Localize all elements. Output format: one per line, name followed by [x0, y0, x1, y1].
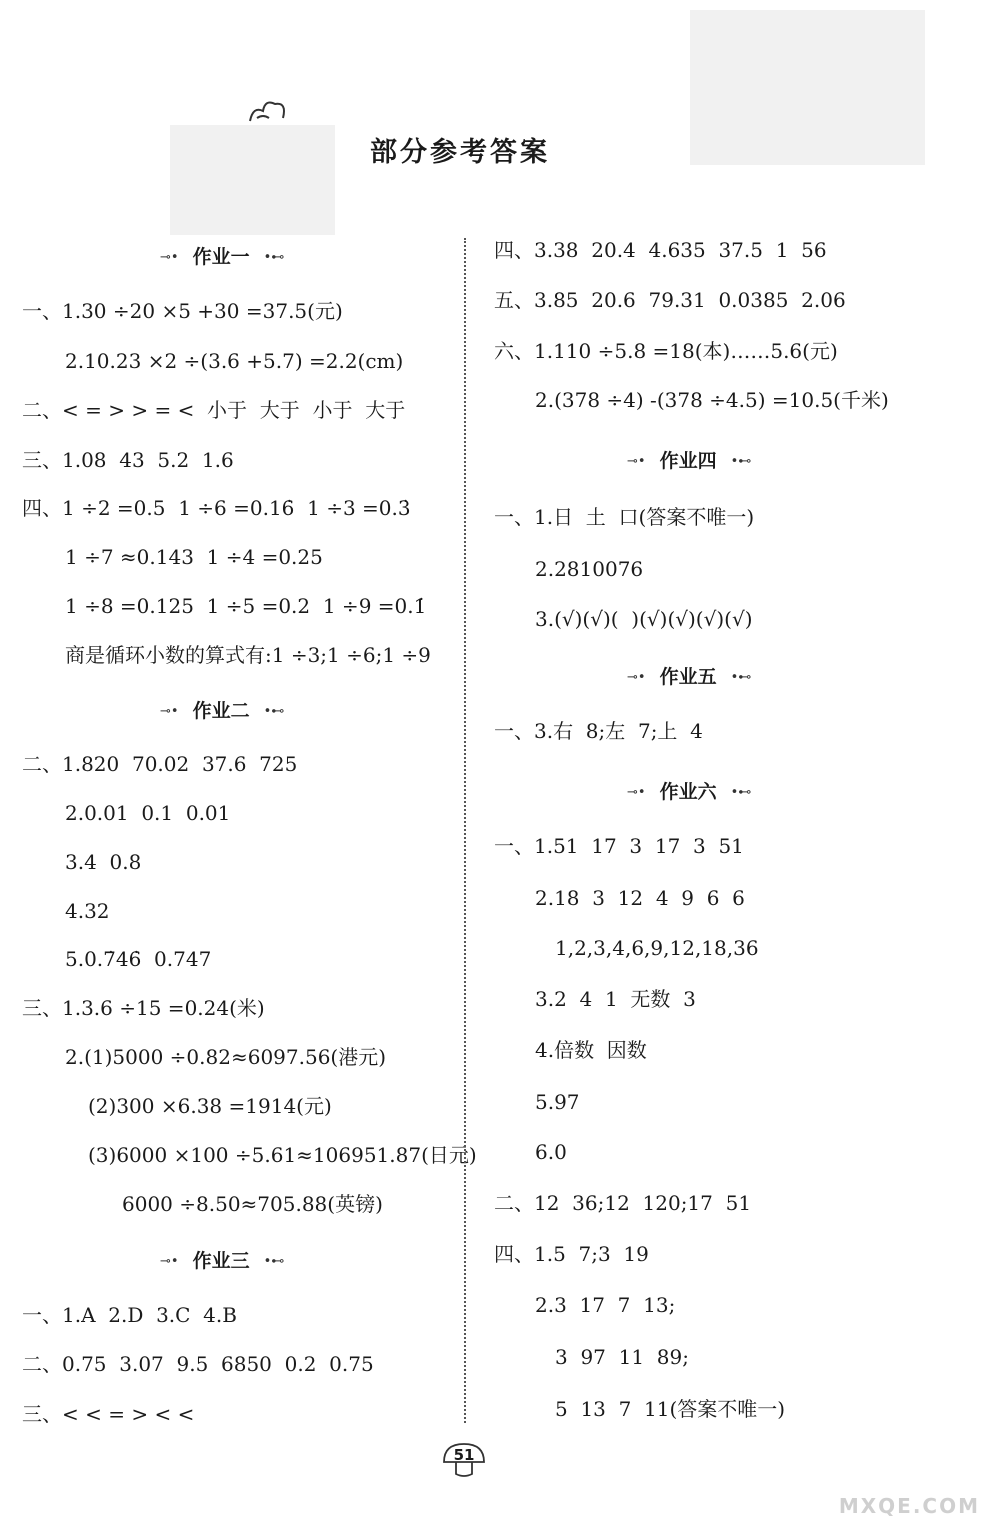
column-divider — [464, 238, 466, 1423]
answer-line: 2.(378 ÷4) -(378 ÷4.5) =10.5(千米) — [535, 388, 889, 412]
page-number-badge — [440, 1440, 488, 1480]
answer-line: 6000 ÷8.50≈705.88(英镑) — [122, 1192, 383, 1216]
answer-line: 三、1.3.6 ÷15 =0.24(米) — [22, 996, 265, 1020]
answer-line: 1 ÷7 ≈0.143 1 ÷4 =0.25 — [65, 545, 323, 569]
answer-line: 四、3.38 20.4 4.635 37.5 1 56 — [494, 238, 827, 262]
answer-line: 2.3 17 7 13; — [535, 1293, 676, 1317]
flower-icon — [245, 96, 290, 126]
watermark: MXQE.COM — [838, 1494, 980, 1518]
ornament-right-icon: •⊷ — [730, 669, 752, 685]
answer-line: 六、1.110 ÷5.8 =18(本)……5.6(元) — [494, 339, 838, 363]
ornament-left-icon: ⊸• — [160, 249, 179, 265]
ornament-right-icon: •⊷ — [730, 453, 752, 469]
section-heading-text: 作业二 — [192, 700, 250, 722]
answer-line: 二、0.75 3.07 9.5 6850 0.2 0.75 — [22, 1352, 374, 1376]
answer-line: 二、1.820 70.02 37.6 725 — [22, 752, 298, 776]
ornament-left-icon: ⊸• — [627, 453, 646, 469]
answer-line: 2.10.23 ×2 ÷(3.6 +5.7) =2.2(cm) — [65, 349, 404, 373]
answer-line: 一、1.30 ÷20 ×5 +30 =37.5(元) — [22, 299, 343, 323]
section-heading-text: 作业一 — [192, 246, 250, 268]
answer-line: 1 ÷8 =0.125 1 ÷5 =0.2 1 ÷9 =0.1̇ — [65, 594, 427, 618]
answer-line: 一、1.日 土 口(答案不唯一) — [494, 505, 755, 529]
scan-shadow-right — [690, 10, 925, 165]
section-heading — [160, 697, 284, 725]
answer-line: 5 13 7 11(答案不唯一) — [555, 1397, 786, 1421]
answer-line: (2)300 ×6.38 =1914(元) — [88, 1094, 332, 1118]
section-heading — [627, 778, 751, 806]
answer-line: (3)6000 ×100 ÷5.61≈106951.87(日元) — [88, 1143, 477, 1167]
answer-line: 2.(1)5000 ÷0.82≈6097.56(港元) — [65, 1045, 387, 1069]
answer-line: 6.0 — [535, 1140, 567, 1164]
section-heading — [160, 1247, 284, 1275]
answer-line: 3 97 11 89; — [555, 1345, 689, 1369]
ornament-left-icon: ⊸• — [160, 1253, 179, 1269]
answer-line: 3.4 0.8 — [65, 850, 142, 874]
answer-line: 4.32 — [65, 899, 110, 923]
ornament-left-icon: ⊸• — [160, 703, 179, 719]
answer-line: 四、1.5 7;3 19 — [494, 1242, 649, 1266]
answer-line: 2.18 3 12 4 9 6 6 — [535, 886, 745, 910]
answer-line: 3.2 4 1 无数 3 — [535, 987, 696, 1011]
answer-line: 五、3.85 20.6 79.31 0.0385 2.06 — [494, 288, 846, 312]
section-heading-text: 作业四 — [659, 450, 717, 472]
ornament-left-icon: ⊸• — [627, 669, 646, 685]
answer-line: 二、< = > > = < 小于 大于 小于 大于 — [22, 398, 406, 422]
answer-line: 5.0.7̇46̇ 0.747 — [65, 947, 212, 971]
answer-line: 2.2810076 — [535, 557, 644, 581]
answer-line: 2.0.01 0.1 0.01 — [65, 801, 231, 825]
answer-line: 1,2,3,4,6,9,12,18,36 — [555, 936, 759, 960]
scan-shadow-left — [170, 125, 335, 235]
answer-line: 二、12 36;12 120;17 51 — [494, 1191, 752, 1215]
page-number: 51 — [453, 1446, 475, 1464]
section-heading — [627, 447, 751, 475]
ornament-right-icon: •⊷ — [263, 249, 285, 265]
answer-line: 三、< < = > < < — [22, 1402, 195, 1426]
answer-line: 一、1.A 2.D 3.C 4.B — [22, 1303, 237, 1327]
answer-line: 四、1 ÷2 =0.5 1 ÷6 =0.16̇ 1 ÷3 =0.3̇ — [22, 496, 411, 520]
ornament-right-icon: •⊷ — [730, 784, 752, 800]
answer-line: 5.97 — [535, 1090, 580, 1114]
page-title: 部分参考答案 — [370, 137, 550, 168]
ornament-right-icon: •⊷ — [263, 703, 285, 719]
ornament-right-icon: •⊷ — [263, 1253, 285, 1269]
answer-line: 一、3.右 8;左 7;上 4 — [494, 719, 703, 743]
section-heading — [160, 243, 284, 271]
answer-line: 4.倍数 因数 — [535, 1038, 647, 1062]
answer-line: 商是循环小数的算式有:1 ÷3;1 ÷6;1 ÷9 — [65, 643, 431, 667]
section-heading-text: 作业五 — [659, 666, 717, 688]
section-heading-text: 作业三 — [192, 1250, 250, 1272]
ornament-left-icon: ⊸• — [627, 784, 646, 800]
section-heading — [627, 663, 751, 691]
answer-line: 3.(√)(√)( )(√)(√)(√)(√) — [535, 607, 753, 631]
answer-line: 一、1.51 17 3 17 3 51 — [494, 834, 744, 858]
answer-line: 三、1.08 43 5.2 1.6 — [22, 448, 234, 472]
section-heading-text: 作业六 — [659, 781, 717, 803]
